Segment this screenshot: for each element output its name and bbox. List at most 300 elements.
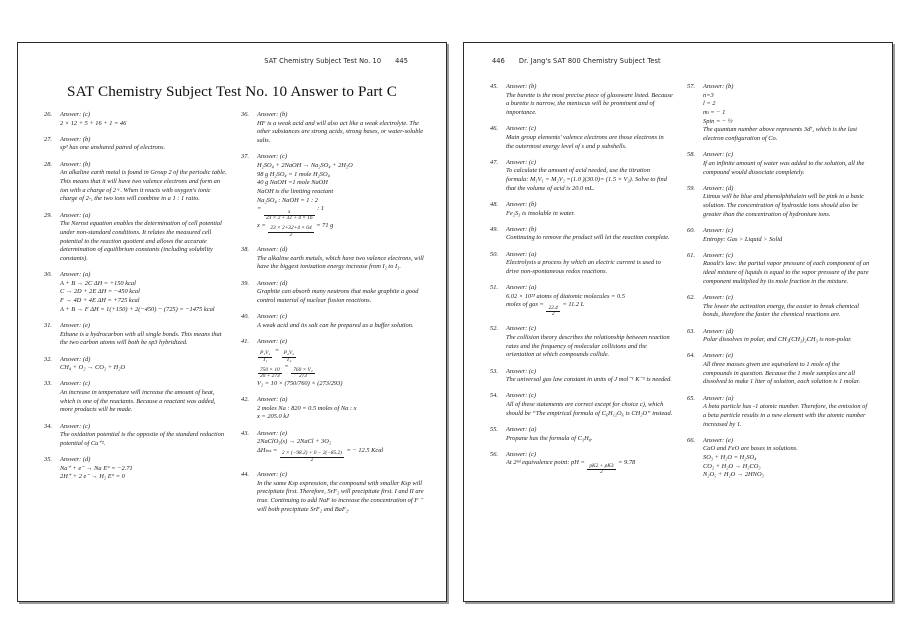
fraction-denominator: T₂ [282,357,296,364]
fraction-numerator: 2 × (−98.2) + 0 − 2(−85.2) [281,450,342,457]
answer-item [490,83,673,118]
answer-number: 51. [490,284,498,291]
answer-explanation [60,280,227,315]
explanation-line: The universal gas law constant in units of J mol⁻¹ K⁻¹ is needed. [506,376,672,384]
answer-body [60,111,227,128]
answer-body [257,396,424,422]
answer-number: 39. [241,279,249,287]
answer-body [506,226,673,243]
answer-item [687,151,870,177]
answer-explanation [60,364,227,373]
answer-explanation [506,234,673,243]
answer-explanation [703,445,870,480]
explanation-line: A weak acid and its salt can be prepared as a buffer solution. [257,321,414,329]
explanation-line: n=3 [703,91,714,99]
fraction-denominator: 2 [268,232,313,239]
answer-explanation [506,401,673,418]
answer-body [506,251,673,277]
fraction-numerator: P₁V₁ [260,349,271,356]
answer-item [241,471,424,514]
answer-choice: Answer: (c) [506,392,536,400]
answer-choice: Answer: (a) [506,284,537,291]
answer-number: 44. [241,471,249,479]
answer-number: 55. [490,425,498,433]
answer-body [506,83,673,118]
answer-explanation [506,210,673,219]
answer-item [490,325,673,360]
answer-explanation [60,169,227,204]
explanation-line: mₗ = − 1 [703,109,726,116]
answer-body [703,352,870,387]
answer-body [703,328,870,345]
math-line: $\frac{\text{P₁V₁}}{\text{T₁}}$ = $\frac{\text{P₂V₂}}{\text{T₂}}$ [260,346,295,363]
answer-item [241,338,424,389]
math-line: x = $\frac{23 \times 2+32+4 \times 64}{2}$ = 71 g [257,222,334,239]
answer-choice: Answer: (e) [703,352,733,360]
answer-body [257,246,424,272]
answer-body [506,392,673,418]
answer-body [60,380,227,415]
answer-choice: Answer: (d) [703,327,734,335]
answer-body [703,252,870,287]
fraction-denominator: T₁ [258,357,272,364]
answer-body [60,161,227,204]
answer-item [687,294,870,320]
answer-number: 27. [44,135,52,143]
answer-body [257,111,424,146]
explanation-line: All of these statements are correct except for choice c), which should be “The empirical formula of C₆H₁₂O₆ is CH₂O” instead. [506,401,673,417]
explanation-line: Graphite can absorb many neutrons that make graphite a good control material of nuclear fission reactions. [257,288,419,304]
answer-explanation [257,480,424,515]
answer-number: 37. [241,153,249,161]
answer-choice: Answer: (e) [257,429,287,437]
answer-body [703,151,870,177]
explanation-line: Raoult's law: the partial vapor pressure of each component of an ideal mixture of liquids is equal to the vapor pressure of the pure component multiplied by its mole fraction in the mixture. [703,260,870,285]
fraction [291,368,314,380]
column-left [44,111,227,522]
answer-choice: Answer: (c) [257,153,287,161]
answer-choice: Answer: (c) [506,125,536,133]
answer-body [703,83,870,144]
answer-explanation [506,92,673,118]
answer-choice: Answer: (a) [506,425,537,433]
answer-number: 32. [44,355,52,363]
answer-choice: Answer: (a) [60,211,91,219]
answer-explanation [257,347,424,389]
answer-number: 61. [687,251,695,259]
explanation-line: 6.02 × 10²³ atoms of diatomic molecules = 0.5 [506,292,625,300]
answer-explanation [60,120,227,129]
answer-choice: Answer: (c) [60,422,90,430]
explanation-line: The oxidation potential is the opposite of the standard reduction potential of Cu⁺². [60,431,225,447]
explanation-line: Ethane is a hydrocarbon with all single bonds. This means that the two carbon atoms will both be sp3 hybridized. [60,330,222,347]
answer-choice: Answer: (c) [703,227,733,235]
fraction-numerator: 750 × 10 [260,366,280,373]
answer-explanation [506,134,673,151]
answer-choice: Answer: (b) [506,83,537,90]
answer-number: 60. [687,227,695,235]
answer-number: 28. [44,160,52,168]
answer-explanation [703,336,870,345]
running-head-right [464,57,892,65]
answer-body [506,125,673,151]
columns-left-page [44,111,424,522]
answer-body [60,322,227,348]
answer-body [257,471,424,514]
answer-item [687,328,870,345]
column-right [241,111,424,522]
answer-choice: Answer: (b) [703,83,734,90]
explanation-line: Entropy: Gas > Liquid > Solid [703,235,783,243]
math-line: = $\frac{x}{23 \times 2 + 32 + 4 \times 16}$ : 1 [257,205,325,222]
explanation-line: A + B → 2C ΔH = +150 kcal [60,279,136,287]
answer-choice: Answer: (c) [257,313,287,321]
math-line: $\frac{750 \times 10}{20 + 273}$ = $\frac{\text{760 × V₂}}{273}$ [260,363,313,380]
answer-item [687,227,870,244]
answer-body [506,201,673,218]
explanation-line: Continuing to remove the product will let the reaction complete. [506,234,670,242]
answer-choice: Answer: (b) [506,200,537,208]
answer-item [490,392,673,418]
explanation-line: CO₂ + H₂O → H₂CO₃ [703,462,761,470]
answer-number: 59. [687,184,695,192]
answer-explanation [506,259,673,276]
answer-choice: Answer: (c) [506,325,536,333]
explanation-line: The Nernst equation enables the determination of cell potential under non-standard conditions. It relates the measured cell potential to the reaction quotient and allows the accurate determination of equilibrium constants (including solubility constants). [60,220,222,262]
explanation-line: 40 g NaOH =1 mole NaOH [257,179,328,187]
answer-item [44,111,227,128]
explanation-line: sp³ has one unshared paired of electrons. [60,144,166,152]
explanation-line: Fe₂S₃ is insoluble in water. [506,209,575,217]
answer-body [60,271,227,314]
explanation-line: CaO and FeO are bases in solutions. [703,445,798,453]
explanation-line: Na⁺ + e⁻ → Na E° = −2.71 [60,464,133,472]
answer-choice: Answer: (c) [506,158,536,166]
explanation-line: NaOH is the limiting reactant [257,187,334,195]
fraction-numerator: x [288,208,291,215]
answer-body [703,437,870,480]
answer-explanation [60,389,227,415]
answer-body [60,423,227,449]
answer-number: 38. [241,246,249,254]
answer-item [241,153,424,238]
answer-explanation [60,144,227,153]
answer-number: 66. [687,436,695,444]
explanation-line: The alkaline earth metals, which have two valence electrons, will have the biggest ionization energy increase from I₂ to I₃. [257,254,424,271]
answer-item [241,430,424,464]
explanation-line: H₂SO₄ + 2NaOH → Na₂SO₄ + 2H₂O [257,161,353,169]
answer-item [687,437,870,480]
answer-body [60,212,227,264]
explanation-line: The quantum number above represents 3d⁷, which is the last electron configuration of Co. [703,126,858,143]
answer-item [241,313,424,330]
fraction [587,464,615,476]
explanation-line: Electrolysis a process by which an electric current is used to drive non-spontaneous redox reactions. [506,259,661,275]
answer-item [241,396,424,422]
answer-number: 33. [44,380,52,388]
answer-item [44,380,227,415]
answer-number: 35. [44,456,52,464]
answer-number: 48. [490,200,498,208]
answer-item [490,125,673,151]
answer-number: 62. [687,294,695,302]
page-left [17,42,447,602]
answer-explanation [506,334,673,360]
explanation-line: HF is a weak acid and will also act like a weak electrolyte. The other substances are strong acids, strong bases, or water-soluble salts. [257,119,424,144]
answer-choice: Answer: (c) [257,471,287,479]
answer-explanation [60,331,227,348]
answer-number: 65. [687,394,695,402]
answer-explanation [703,236,870,245]
answer-choice: Answer: (e) [703,436,733,444]
answer-item [44,322,227,348]
explanation-line: A + B → F ΔH = 1(+150) + 2(−450) − (725) = −1475 kcal [60,305,215,313]
answer-explanation [703,403,870,429]
answer-choice: Answer: (c) [60,111,90,118]
explanation-line: To calculate the amount of acid needed, use the titration formula: M₁V₁ = M₂V₂ =(1.0 )(30.0)= (1.5 × V₂). Solve to find that the volume of acid is 20.0 mL. [506,167,667,192]
answer-item [44,423,227,449]
page-title: SAT Chemistry Subject Test No. 10 Answer to Part C [67,83,397,101]
answer-body [506,284,673,318]
answer-body [60,356,227,373]
answer-number: 43. [241,429,249,437]
explanation-line: In the same Ksp expression, the compound with smaller Ksp will precipitate first. Therefore, SrF₂ will precipitate first. I and II are true. Continuing to add NaF to increase the concentration of F ⁻ will both precipitate SrF₂ and BaF₂. [257,479,424,513]
answer-number: 63. [687,327,695,335]
answer-explanation [60,431,227,448]
answer-item [687,252,870,287]
explanation-line: Propane has the formula of C₃H₈. [506,434,593,442]
explanation-line: 2 × 12 + 5 + 16 + 1 = 46 [60,119,127,127]
explanation-line: V₂ = 10 × (750/760) × (273/293) [257,379,343,387]
answer-item [687,352,870,387]
answer-body [703,227,870,244]
answer-number: 54. [490,392,498,400]
answer-choice: Answer: (b) [60,135,91,143]
answer-number: 30. [44,271,52,279]
answer-explanation [60,220,227,264]
answer-item [44,161,227,204]
fraction [280,451,344,463]
answer-explanation [703,193,870,219]
answer-number: 26. [44,111,52,118]
answer-choice: Answer: (c) [506,367,536,375]
answer-body [703,395,870,430]
answer-choice: Answer: (d) [60,355,91,363]
answer-choice: Answer: (c) [60,380,90,388]
answer-explanation [257,255,424,272]
answer-number: 47. [490,158,498,166]
fraction [264,210,315,222]
explanation-line: All three masses given are equivalent to 1 mole of the compounds in question. Because the 1 mole samples are all dissolved to make 1 liter of solution, each solution is 1 molar. [703,360,861,386]
answer-body [257,430,424,464]
answer-body [506,426,673,443]
fraction-numerator: 23 × 2+32+4 × 64 [270,225,312,232]
answer-body [257,153,424,238]
answer-explanation [703,361,870,387]
answer-explanation [703,160,870,177]
fraction [258,351,272,363]
answer-explanation [257,120,424,146]
explanation-line: 2NaClO₃(s) → 2NaCl + 3O₂ [257,438,332,446]
answer-choice: Answer: (c) [703,294,733,302]
answer-body [60,456,227,482]
answer-explanation [703,92,870,144]
explanation-line: x = 205.0 kJ [257,413,289,421]
answer-explanation [257,288,424,305]
fraction [282,351,296,363]
answer-item [44,136,227,153]
answer-choice: Answer: (b) [506,225,537,233]
math-line: ΔHₗₙₛ = $\frac{2 \times (-98.2) + 0 - 2(-85.2)}{2}$ = − 12.5 Kcal [257,446,384,463]
math-line: moles of gas = $\frac{22.4}{2}$ = 11.2 L [506,301,585,318]
answer-number: 36. [241,111,249,118]
explanation-line: Polar dissolves in polar, and CH₃(CH₂)₂CH₃ is non-polar. [703,336,852,344]
answer-item [490,201,673,218]
fraction-numerator: 22.4 [548,304,558,311]
answer-item [490,368,673,385]
explanation-line: SO₃ + H₂O = H₂SO₄ [703,454,757,462]
answer-item [490,226,673,243]
fraction-denominator: 2 [587,469,615,476]
answer-item [687,83,870,144]
fraction-numerator: P₂V₂ [283,349,295,356]
explanation-line: Main group elements' valence electrons are those electrons in the outermost energy level of s and p subshells. [506,133,664,150]
answer-choice: Answer: (e) [60,322,90,330]
answer-number: 40. [241,313,249,321]
answer-number: 57. [687,83,695,90]
fraction [268,226,313,238]
running-head-title: SAT Chemistry Subject Test No. 10 [264,57,382,65]
explanation-line: CH₄ + O₂ → CO₂ + H₂O [60,364,126,372]
explanation-line: An increase in temperature will increase the amount of heat, which is one of the reactants. Because a reactant was added, more products will be made. [60,388,216,414]
answer-number: 46. [490,125,498,133]
answer-explanation [506,167,673,193]
column-right [687,83,870,488]
explanation-line: 2 moles Na : 820 = 0.5 moles of Na : x [257,404,357,412]
answer-item [490,284,673,318]
answer-body [703,294,870,320]
answer-number: 31. [44,322,52,330]
fraction-denominator: 23 × 2 + 32 + 4 × 16 [265,215,313,222]
answer-choice: Answer: (d) [257,246,288,254]
answer-choice: Answer: (d) [257,279,288,287]
page-right [463,42,893,602]
answer-choice: Answer: (a) [257,396,288,404]
fraction [546,306,559,318]
answer-body [506,368,673,385]
explanation-line: C → 2D + 2E ΔH = −450 kcal [60,288,140,296]
answer-body [506,325,673,360]
answer-choice: Answer: (d) [60,456,91,464]
answer-body [506,451,673,476]
answer-body [257,313,424,330]
answer-item [490,251,673,277]
answer-number: 34. [44,422,52,430]
answer-explanation [506,435,673,444]
answer-explanation [257,438,424,463]
answer-choice: Answer: (a) [60,271,91,279]
answer-number: 45. [490,83,498,90]
answer-item [490,451,673,476]
answer-item [490,426,673,443]
answer-choice: Answer: (b) [60,160,91,168]
answer-explanation [506,376,673,385]
explanation-line: An alkaline earth metal is found in Group 2 of the periodic table. This means that it will have two valence electrons and form an ion with a charge of 2+. When it reacts with oxygen's ionic charge of 2-, the two ions will combine in a 1 : 1 ratio. [60,169,227,203]
fraction-denominator: 2 [280,457,344,464]
answer-choice: Answer: (c) [703,251,733,259]
answer-number: 56. [490,450,498,458]
answer-explanation [60,465,227,482]
answer-number: 52. [490,325,498,333]
answer-explanation [257,405,424,422]
answer-number: 29. [44,211,52,219]
answer-body [60,136,227,153]
running-head-title: Dr. Jang's SAT 800 Chemistry Subject Test [518,57,661,65]
answer-item [241,246,424,272]
page-number: 445 [395,57,408,65]
math-line: At 2ⁿᵈ equivalence point: pH = $\frac{pK2 + pK3}{2}$ = 9.78 [506,459,636,476]
answer-body [257,338,424,389]
explanation-line: A beta particle has -1 atomic number. Therefore, the emission of a beta particle results in a new element with the atomic number increased by 1. [703,403,868,428]
explanation-line: If an infinite amount of water was added to the solution, all the compound would dissociate completely. [703,159,865,176]
fraction [258,368,282,380]
answer-choice: Answer: (c) [506,450,536,458]
answer-item [44,271,227,314]
running-head-left [18,57,446,65]
answer-number: 41. [241,337,249,345]
answer-number: 50. [490,250,498,258]
answer-explanation [257,162,424,239]
answer-explanation [257,322,424,331]
column-left [490,83,673,488]
explanation-line: 2H⁺ + 2 e⁻ → H₂ E° = 0 [60,473,125,481]
fraction-denominator: 20 + 273 [260,373,280,380]
explanation-line: The burette is the most precise piece of glassware listed. Because a burette is narrow, the meniscus will be prominent and of importance. [506,91,673,116]
explanation-line: Na₂SO₄ : NaOH = 1 : 2 [257,196,318,204]
explanation-line: Spin = − ½ [703,117,733,125]
answer-number: 42. [241,396,249,404]
answer-choice: Answer: (d) [703,184,734,192]
answer-item [44,456,227,482]
explanation-line: 98 g H₂SO₄ = 1 mole H₂SO₄ [257,170,330,178]
answer-item [44,212,227,264]
answer-choice: Answer: (a) [506,250,537,258]
answer-item [687,395,870,430]
answer-body [506,159,673,194]
explanation-line: The collision theory describes the relationship between reaction rates and the frequency of molecular collisions and the orientation at which compounds collide. [506,334,670,359]
answer-choice: Answer: (a) [703,394,734,402]
explanation-line: F → 4D + 4E ΔH = +725 kcal [60,297,140,305]
answer-body [703,185,870,220]
answer-explanation [703,260,870,286]
answer-number: 53. [490,367,498,375]
fraction-numerator: pK2 + pK3 [589,462,614,469]
answer-item [687,185,870,220]
explanation-line: Litmus will be blue and phenolphthalein will be pink in a basic solution. The concentration of hydroxide ions should also be greater than the concentration of hydronium ions. [703,193,864,218]
answer-item [241,280,424,306]
fraction-denominator: 2 [546,311,559,318]
explanation-line: The lower the activation energy, the easier to break chemical bonds, therefore the faster the chemical reactions are. [703,302,860,319]
page-number: 446 [492,57,505,65]
answer-number: 49. [490,225,498,233]
answer-choice: Answer: (b) [257,111,288,118]
explanation-line: l = 2 [703,100,716,108]
answer-number: 58. [687,151,695,159]
fraction-numerator: 760 × V₂ [293,366,313,373]
answer-explanation [703,303,870,320]
answer-choice: Answer: (c) [703,151,733,159]
answer-explanation [506,459,673,476]
